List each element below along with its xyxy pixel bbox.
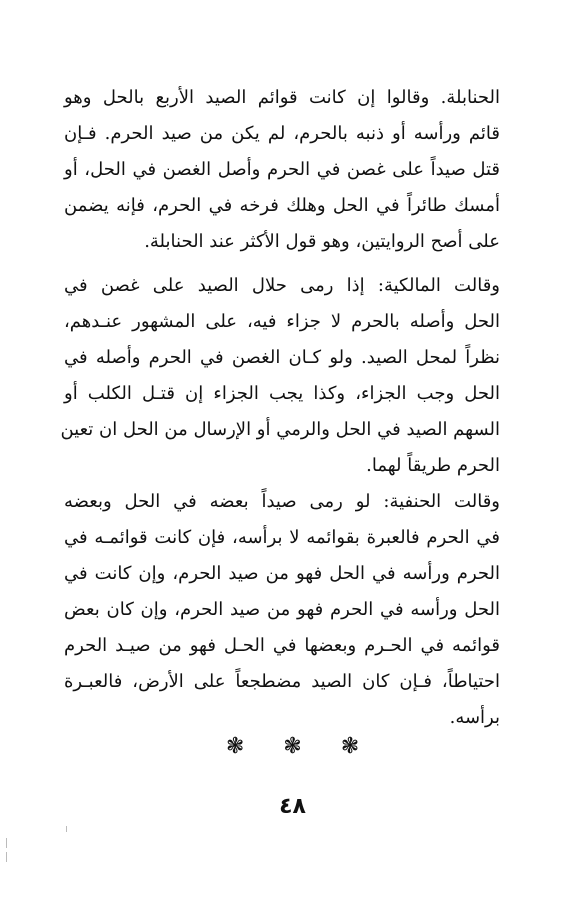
- text-line: الحل ورأسه في الحرم فهو من صيد الحرم، وإن كان بعض: [64, 599, 500, 620]
- text-line: وقالت الحنفية: لو رمى صيداً بعضه في الحل وبعضه: [64, 491, 500, 512]
- text-line: على أصح الروايتين، وهو قول الأكثر عند الحنابلة.: [144, 231, 500, 252]
- text-line: في الحرم فالعبرة بقوائمه لا برأسه، فإن كانت قوائمـه في: [64, 527, 500, 548]
- text-line: احتياطاً، فـإن كان الصيد مضطجعاً على الأرض، فالعبـرة: [64, 671, 500, 692]
- paragraph-malikiya: [60, 268, 500, 484]
- text-line: قتل صيداً على غصن في الحرم وأصل الغصن في الحل، أو: [64, 159, 500, 180]
- paragraph-hanabila: [64, 80, 500, 260]
- section-divider-ornament: ❃ ❃ ❃: [225, 734, 376, 759]
- page-number: ٤٨: [279, 794, 306, 819]
- text-line: الحل وجب الجزاء، وكذا يجب الجزاء إن قتـل الكلب أو: [64, 383, 500, 404]
- text-line: قوائمه في الحـرم وبعضها في الحـل فهو من صيـد الحرم: [64, 635, 500, 656]
- text-line: الحل وأصله بالحرم لا جزاء فيه، على المشهور عنـدهم،: [64, 311, 500, 332]
- text-line: الحرم ورأسه في الحل فهو من صيد الحرم، وإن كانت في: [64, 563, 500, 584]
- text-line: أمسك طائراً في الحل وهلك فرخه في الحرم، فإنه يضمن: [64, 195, 500, 216]
- text-line: الحنابلة. وقالوا إن كانت قوائم الصيد الأربع بالحل وهو: [64, 87, 500, 108]
- text-line: السهم الصيد في الحل والرمي أو الإرسال من الحل ان تعين: [60, 419, 500, 440]
- scan-edge-mark: [6, 852, 7, 862]
- text-line: نظراً لمحل الصيد. ولو كـان الغصن في الحرم وأصله في: [64, 347, 500, 368]
- text-line: برأسه.: [449, 707, 500, 728]
- scan-edge-mark: [6, 838, 7, 848]
- text-line: وقالت المالكية: إذا رمى حلال الصيد على غصن في: [64, 275, 500, 296]
- paragraph-hanafiya: [64, 484, 500, 736]
- scan-edge-mark: [66, 826, 67, 832]
- text-line: الحرم طريقاً لهما.: [366, 455, 500, 476]
- text-line: قائم ورأسه أو ذنبه بالحرم، لم يكن من صيد الحرم. فـإن: [64, 123, 500, 144]
